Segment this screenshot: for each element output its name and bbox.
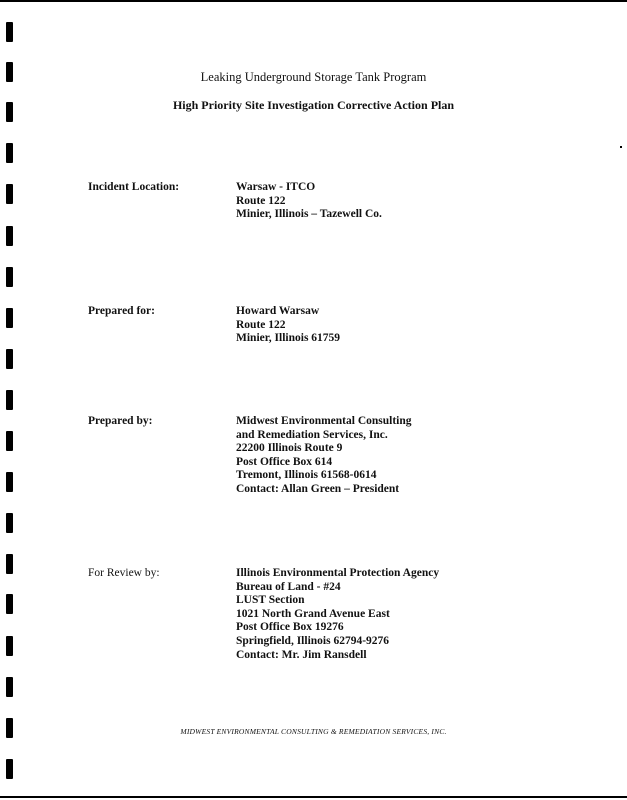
address-line: Springfield, Illinois 62794-9276 [236, 634, 390, 647]
scan-speck [620, 146, 622, 148]
section-label: For Review by: [88, 567, 160, 579]
address-line: Minier, Illinois 61759 [236, 332, 341, 345]
section-for-review-by [88, 567, 588, 667]
address-line: Contact: Mr. Jim Ransdell [236, 648, 367, 661]
address-line: LUST Section [236, 594, 305, 607]
section-lines [236, 305, 596, 346]
binder-hole-mark [6, 677, 13, 697]
address-line: and Remediation Services, Inc. [236, 428, 388, 441]
address-line: Contact: Allan Green – President [236, 482, 400, 495]
binder-hole-mark [6, 390, 13, 410]
binder-hole-mark [6, 759, 13, 779]
section-prepared-by [88, 415, 588, 505]
scan-border-bottom [0, 796, 627, 798]
binder-hole-mark [6, 513, 13, 533]
section-incident-location [88, 181, 588, 231]
document-subtitle: High Priority Site Investigation Corrective Action Plan [172, 98, 455, 112]
binder-hole-mark [6, 349, 13, 369]
address-line: Warsaw - ITCO [236, 181, 316, 193]
document-title: Leaking Underground Storage Tank Program [200, 70, 427, 84]
binder-hole-mark [6, 594, 13, 614]
binder-hole-mark [6, 184, 13, 204]
page-footer: MIDWEST ENVIRONMENTAL CONSULTING & REMEDIATION SERVICES, INC. [180, 727, 447, 736]
section-lines [236, 181, 596, 222]
address-line: Route 122 [236, 318, 286, 331]
binder-hole-mark [6, 22, 13, 42]
address-line: Howard Warsaw [236, 305, 320, 317]
address-line: 1021 North Grand Avenue East [236, 607, 390, 620]
section-label: Prepared for: [88, 305, 155, 317]
address-line: Post Office Box 614 [236, 455, 333, 468]
binder-hole-mark [6, 431, 13, 451]
address-line: 22200 Illinois Route 9 [236, 442, 343, 455]
address-line: Bureau of Land - #24 [236, 580, 341, 593]
section-label: Incident Location: [88, 181, 180, 193]
binder-hole-mark [6, 636, 13, 656]
binder-hole-mark [6, 267, 13, 287]
section-prepared-for [88, 305, 588, 355]
address-line: Midwest Environmental Consulting [236, 415, 412, 427]
binder-hole-mark [6, 308, 13, 328]
section-lines [236, 567, 596, 662]
section-label: Prepared by: [88, 415, 153, 427]
address-line: Post Office Box 19276 [236, 621, 344, 634]
address-line: Tremont, Illinois 61568-0614 [236, 469, 377, 482]
address-line: Route 122 [236, 194, 286, 207]
address-line: Minier, Illinois – Tazewell Co. [236, 208, 382, 221]
binder-hole-mark [6, 226, 13, 246]
section-lines [236, 415, 596, 497]
scan-border-top [0, 0, 627, 2]
address-line: Illinois Environmental Protection Agency [236, 567, 440, 579]
binder-hole-mark [6, 472, 13, 492]
binder-hole-mark [6, 554, 13, 574]
binder-hole-mark [6, 143, 13, 163]
